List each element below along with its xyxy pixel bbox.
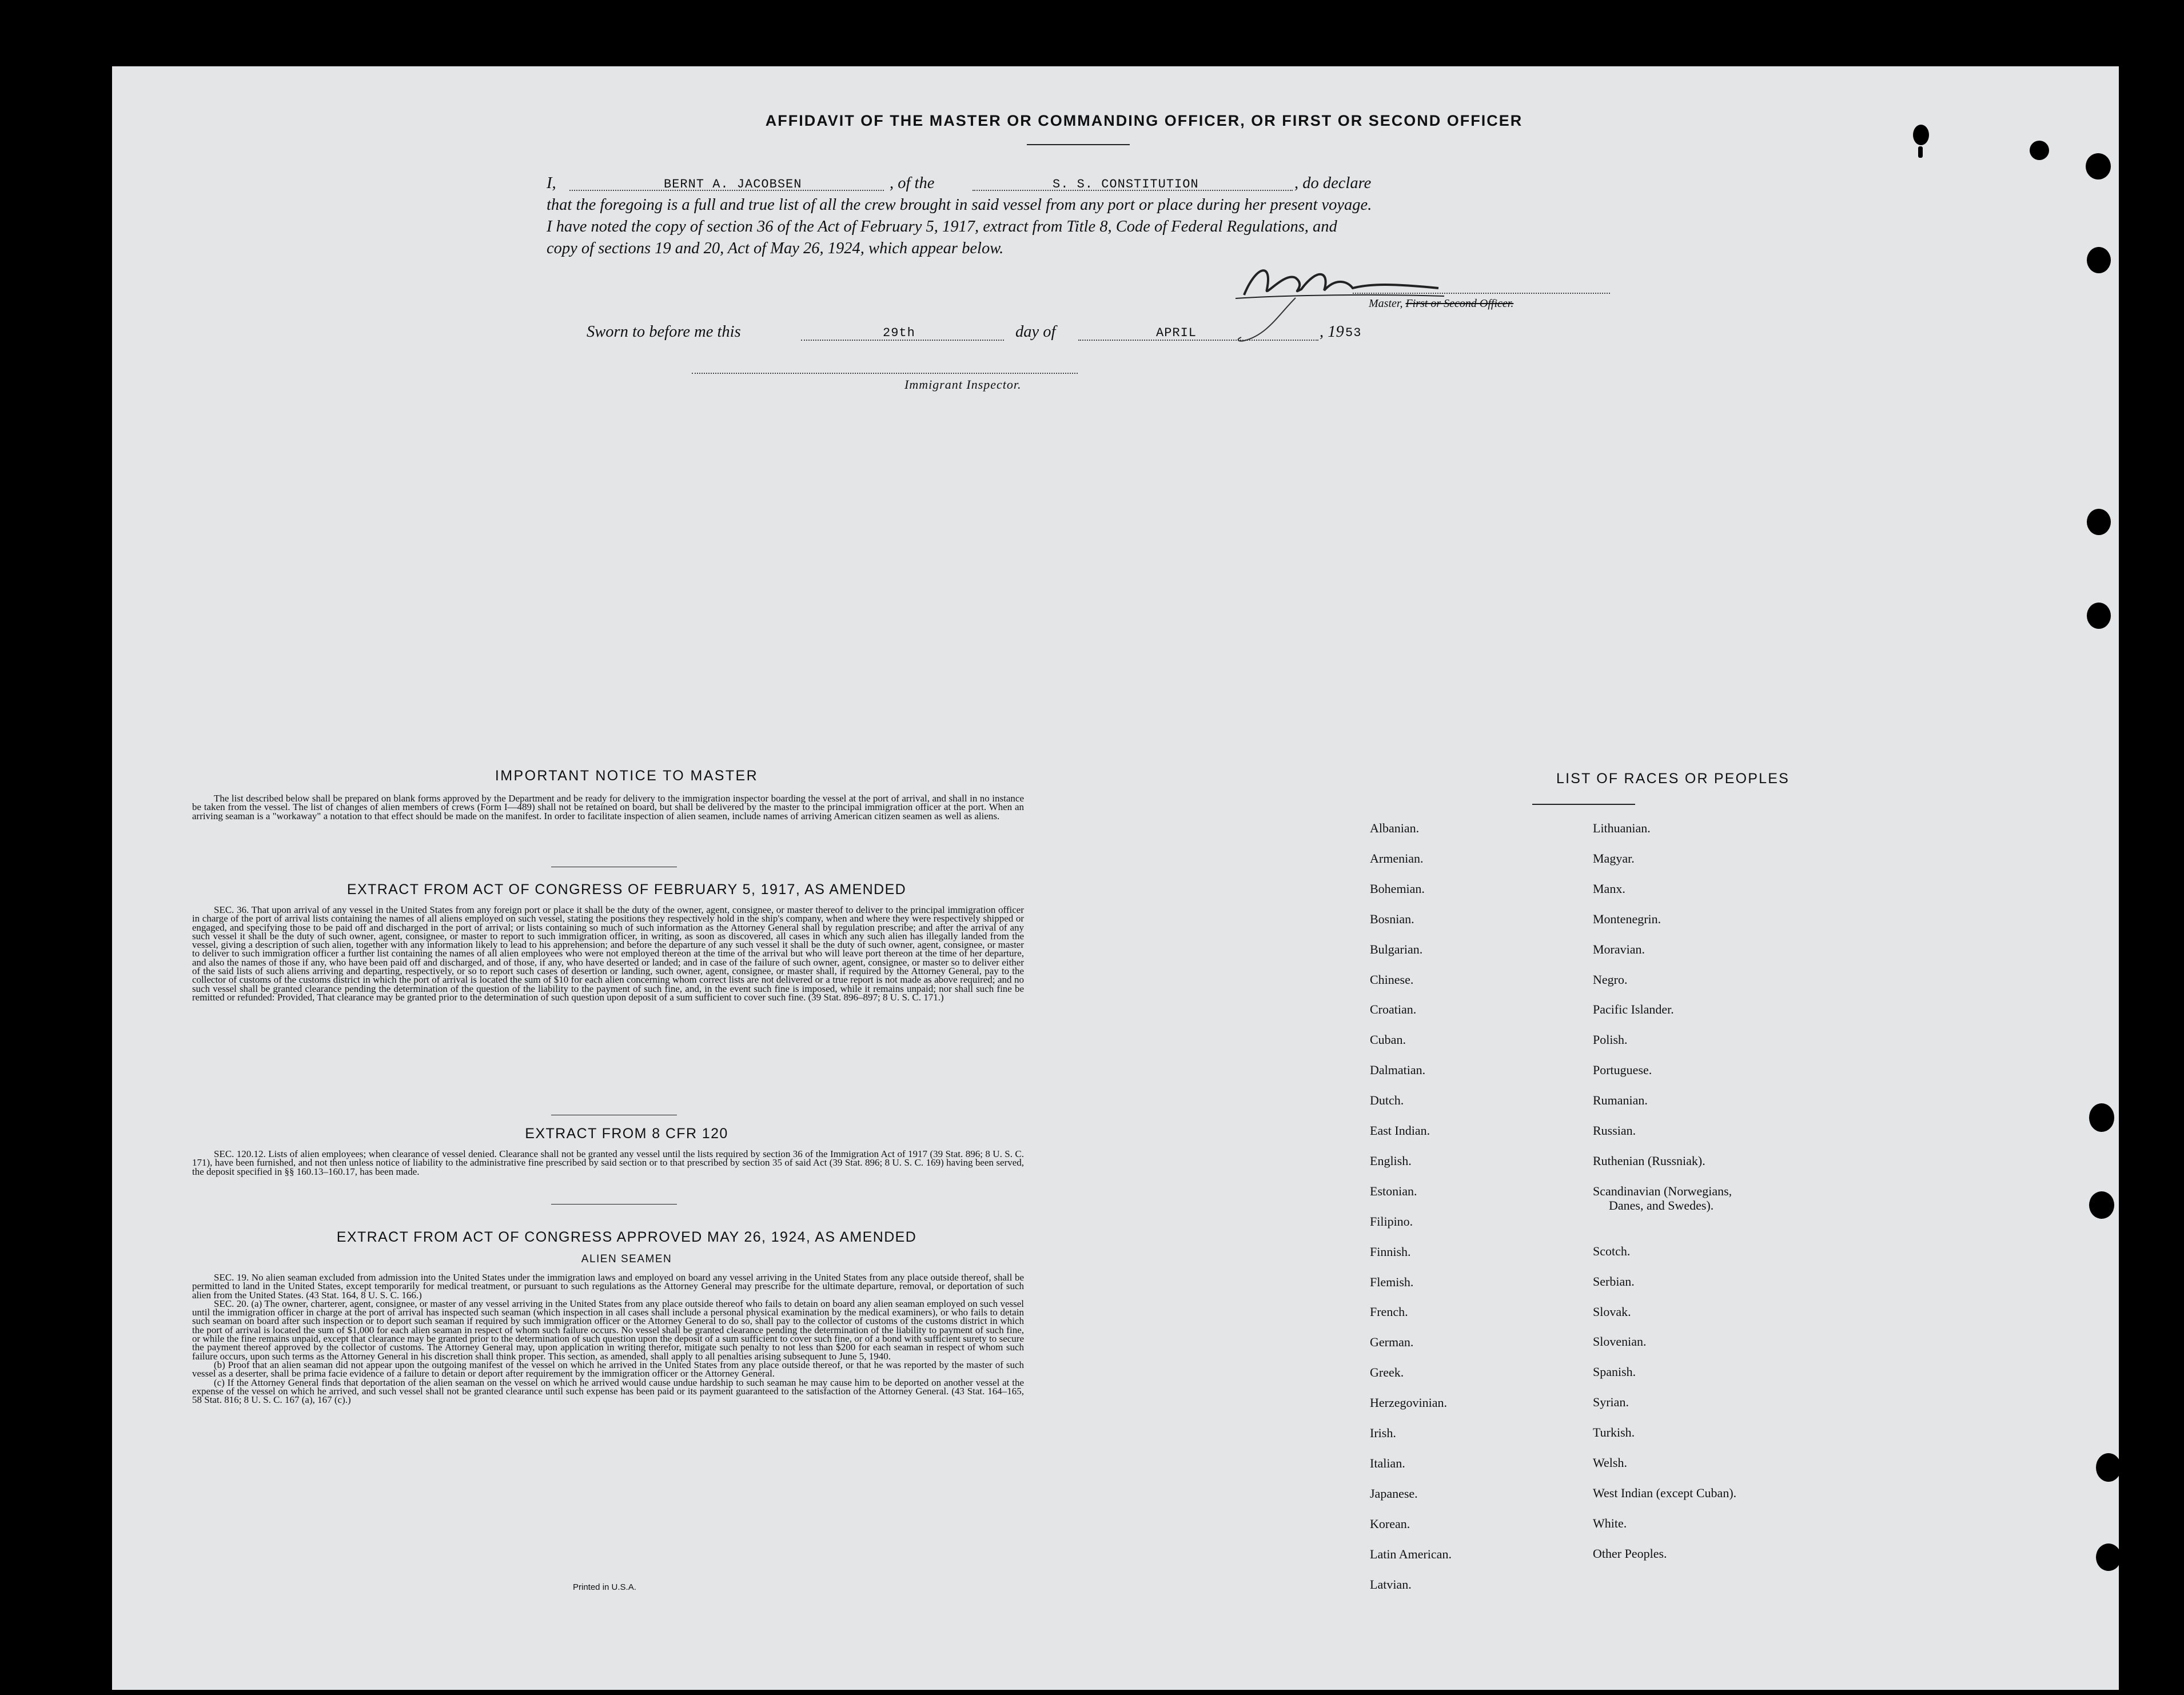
- race-item: English.: [1370, 1153, 1412, 1168]
- race-item: Greek.: [1370, 1365, 1404, 1380]
- race-item: Latin American.: [1370, 1546, 1452, 1561]
- race-item: Syrian.: [1593, 1395, 1629, 1410]
- race-item: French.: [1370, 1305, 1408, 1319]
- race-item: Negro.: [1593, 972, 1628, 987]
- punch-hole: [2089, 1103, 2114, 1132]
- punch-hole: [2096, 1453, 2121, 1482]
- race-item: East Indian.: [1370, 1123, 1430, 1138]
- declaration-line-3: I have noted the copy of section 36 of the Act of February 5, 1917, extract from Title 8, Code of Federal Regulations, and: [547, 218, 1337, 236]
- race-item: Turkish.: [1593, 1425, 1635, 1440]
- race-item: Albanian.: [1370, 821, 1420, 835]
- extract-cfr-body: [192, 1150, 1024, 1176]
- extract-cfr-paragraph: SEC. 120.12. Lists of alien employees; when clearance of vessel denied. Clearance shall not be granted any vessel until the lists required by section 36 of the Immigration Act of 1917 (39 Stat. 896; 8 U. S. C. 171), have been furnished, and not then unless notice of liability to the administrative fine prescribed by said section or to that prescribed by section 35 of said Act (39 Stat. 896; 8 U. S. C. 169) having been served, the deposit specified in §§ 160.13–160.17, has been made.: [192, 1148, 1024, 1177]
- inspector-label: Immigrant Inspector.: [904, 377, 1022, 392]
- punch-hole: [2089, 1191, 2114, 1219]
- title-rule: [1027, 144, 1130, 145]
- race-item: Bulgarian.: [1370, 942, 1423, 956]
- race-item: Flemish.: [1370, 1274, 1414, 1289]
- race-item: Cuban.: [1370, 1032, 1406, 1047]
- race-item: Moravian.: [1593, 942, 1645, 956]
- declaration-do-declare: , do declare: [1294, 174, 1372, 192]
- punch-hole: [1918, 146, 1923, 158]
- race-item: Danes, and Swedes).: [1609, 1198, 1714, 1213]
- declaration-line-1: [547, 173, 1747, 194]
- declaration-i: I,: [547, 174, 556, 192]
- race-item: Russian.: [1593, 1123, 1636, 1138]
- race-item: Portuguese.: [1593, 1063, 1652, 1078]
- race-item: Italian.: [1370, 1455, 1405, 1470]
- race-item: Scotch.: [1593, 1243, 1631, 1258]
- race-item: Polish.: [1593, 1032, 1628, 1047]
- race-item: Montenegrin.: [1593, 911, 1661, 926]
- declaration-line-2: that the foregoing is a full and true list of all the crew brought in said vessel from any port or place during her present voyage.: [547, 196, 1372, 214]
- punch-hole: [2087, 247, 2111, 273]
- extract-1917-body: [192, 906, 1024, 1002]
- race-item: Ruthenian (Russniak).: [1593, 1153, 1705, 1168]
- race-item: Armenian.: [1370, 851, 1424, 866]
- race-item: Estonian.: [1370, 1183, 1417, 1198]
- sworn-month: APRIL: [1156, 326, 1197, 340]
- race-item: Dutch.: [1370, 1093, 1404, 1108]
- extract-1917-paragraph: SEC. 36. That upon arrival of any vessel in the United States from any foreign port or place it shall be the duty of the owner, agent, consignee, or master thereof to deliver to the principal immigration officer in charge of the port of arrival lists containing the names of all aliens employed on such vessel, stating the positions they respectively hold in the ship's company, when and where they were respectively shipped or engaged, and specifying those to be paid off and discharged in the port of arrival; or lists containing so much of such information as the Attorney General shall by regulation prescribe; and after the arrival of any such vessel it shall be the duty of such owner, agent, consignee, or master to report to such immigration officer, in writing, as soon as discovered, all cases in which any such alien has illegally landed from the vessel, giving a description of such alien, together with any information likely to lead to his apprehension; and before the departure of any such vessel it shall be the duty of such owner, agent, consignee, or master to deliver to such immigration officer a further list containing the names of all alien employees who were not employed thereon at the time of the arrival but who will leave port thereon at the time of her departure, and also the names of those if any, who have been paid off and discharged, and of those, if any, who have deserted or landed; and in case of the failure of such owner, agent, consignee, or master so to deliver either of the said lists of such aliens arriving and departing, respectively, or so to report such cases of desertion or landing, such owner, agent, consignee, or master shall, if required by the Attorney General, pay to the collector of customs of the customs district in which the port of arrival is located the sum of $10 for each alien concerning whom correct lists are not delivered or a true report is not made as above required; and no such vessel shall be granted clearance pending the determination of the question of the liability to the payment of such fine, and, in the event such fine is imposed, while it remains unpaid; nor shall such fine be remitted or refunded: Provided, That clearance may be granted prior to the determination of such question upon deposit of a sum sufficient to cover such fine. (39 Stat. 896–897; 8 U. S. C. 171.): [192, 904, 1024, 1003]
- extract-1924-body: [192, 1273, 1024, 1404]
- punch-hole: [1913, 125, 1929, 145]
- sworn-day-of: day of: [1015, 323, 1056, 341]
- race-item: Filipino.: [1370, 1214, 1413, 1229]
- race-item: West Indian (except Cuban).: [1593, 1485, 1737, 1500]
- race-item: Croatian.: [1370, 1002, 1417, 1017]
- race-item: Herzegovinian.: [1370, 1395, 1447, 1410]
- race-item: Latvian.: [1370, 1577, 1412, 1592]
- sec-19-paragraph: SEC. 19. No alien seaman excluded from admission into the United States under the immigration laws and employed on board any vessel arriving in the United States from any place outside thereof, shall be permitted to land in the United States, except temporarily for medical treatment, or pursuant to such regulations as the Attorney General may prescribe for the ultimate departure, removal, or deportation of such alien from the United States. (43 Stat. 164, 8 U. S. C. 166.): [192, 1272, 1024, 1301]
- sworn-line: [587, 321, 1501, 343]
- race-item: Irish.: [1370, 1426, 1396, 1440]
- race-item: Welsh.: [1593, 1455, 1627, 1470]
- race-item: Rumanian.: [1593, 1093, 1648, 1108]
- race-item: Magyar.: [1593, 851, 1635, 866]
- race-item: Slovenian.: [1593, 1334, 1647, 1349]
- race-item: Chinese.: [1370, 972, 1414, 987]
- master-label: Master,: [1369, 297, 1403, 310]
- race-item: Scandinavian (Norwegians,: [1593, 1183, 1732, 1198]
- inspector-signature-line: [692, 373, 1078, 374]
- race-item: Slovak.: [1593, 1304, 1631, 1319]
- race-item: Korean.: [1370, 1516, 1410, 1531]
- sworn-year-prefix: , 19: [1320, 323, 1344, 341]
- struck-officer-label: First or Second Officer.: [1405, 297, 1514, 310]
- race-item: Manx.: [1593, 881, 1625, 896]
- extract-1924-title: EXTRACT FROM ACT OF CONGRESS APPROVED MAY 26, 1924, AS AMENDED: [336, 1229, 917, 1245]
- vessel-name: S. S. CONSTITUTION: [1053, 177, 1199, 192]
- affidavit-title: AFFIDAVIT OF THE MASTER OR COMMANDING OFFICER, OR FIRST OR SECOND OFFICER: [765, 112, 1523, 129]
- race-item: Finnish.: [1370, 1244, 1411, 1259]
- signature-flourish: [1233, 295, 1301, 346]
- race-item: Lithuanian.: [1593, 821, 1651, 835]
- punch-hole: [2087, 603, 2111, 629]
- sec-20a-paragraph: SEC. 20. (a) The owner, charterer, agent, consignee, or master of any vessel arriving in the United States from any place outside thereof who fails to detain on board any alien seaman employed on such vessel until the immigration officer in charge at the port of arrival has inspected such seaman (which inspection in all cases shall include a personal physical examination by the medical examiners), or who fails to detain such seaman on board after such inspection or to deport such seaman if required by such immigration officer or the Attorney General to do so, shall pay to the collector of customs of the customs district in which the port of arrival is located the sum of $1,000 for each alien seaman in respect of whom such failure occurs. No vessel shall be granted clearance pending the determination of the liability to payment of such fine, or while the fine remains unpaid, except that clearance may be granted prior to the determination of such question upon the deposit of a sum sufficient to cover such fine, or of a bond with sufficient surety to secure the payment thereof approved by the collector of customs. The Attorney General may, upon application in writing therefor, mitigate such penalty to not less than $200 for each seaman in respect of whom such failure occurs, upon such terms as the Attorney General in his discretion shall think proper. This section, as amended, shall apply to all penalties arising subsequent to June 5, 1940.: [192, 1298, 1024, 1362]
- punch-hole: [2086, 153, 2111, 180]
- document-page: [112, 66, 2119, 1690]
- race-item: Bohemian.: [1370, 881, 1425, 896]
- extract-1917-title: EXTRACT FROM ACT OF CONGRESS OF FEBRUARY 5, 1917, AS AMENDED: [346, 882, 907, 898]
- punch-hole: [2096, 1544, 2121, 1571]
- punch-hole: [2030, 141, 2049, 160]
- race-item: White.: [1593, 1515, 1627, 1530]
- sworn-day: 29th: [883, 326, 915, 340]
- notice-title: IMPORTANT NOTICE TO MASTER: [495, 768, 759, 784]
- races-title: LIST OF RACES OR PEOPLES: [1556, 771, 1790, 787]
- declaration-of-the: , of the: [890, 174, 935, 192]
- race-item: Serbian.: [1593, 1274, 1635, 1289]
- extract-1924-subtitle: ALIEN SEAMEN: [581, 1253, 672, 1265]
- signature-caption: [1369, 297, 1513, 310]
- punch-hole: [2087, 509, 2111, 535]
- declaration-line-4: copy of sections 19 and 20, Act of May 26, 1924, which appear below.: [547, 240, 1004, 257]
- sworn-year: 53: [1345, 326, 1362, 340]
- notice-paragraph: The list described below shall be prepared on blank forms approved by the Department and be ready for delivery to the immigration inspector boarding the vessel at the port of arrival, and shall in no instance be taken from the vessel. The list of changes of alien members of crews (Form I—489) shall not be retained on board, but shall be delivered by the master to the principal immigration officer at the port. When an arriving seaman is a "workaway" a notation to that effect should be made on the manifest. In order to facilitate inspection of alien seamen, include names of arriving American citizen seamen as well as aliens.: [192, 793, 1024, 821]
- sec-20b-paragraph: (b) Proof that an alien seaman did not appear upon the outgoing manifest of the vessel on which he arrived in the United States from any place outside thereof, or that he was reported by the master of such vessel as a deserter, shall be prima facie evidence of a failure to detain or deport after requirement by the immigration officer or the Attorney General.: [192, 1359, 1024, 1379]
- race-item: Other Peoples.: [1593, 1546, 1667, 1561]
- race-item: Pacific Islander.: [1593, 1002, 1674, 1017]
- sec-20c-paragraph: (c) If the Attorney General finds that deportation of the alien seaman on the vessel on which he arrived would cause undue hardship to such seaman he may cause him to be deported on another vessel at the expense of the vessel on which he arrived, and such vessel shall not be granted clearance until such expense has been paid or its payment guaranteed to the satisfaction of the Attorney General. (43 Stat. 164–165, 58 Stat. 816; 8 U. S. C. 167 (a), 167 (c).): [192, 1377, 1024, 1406]
- race-item: Japanese.: [1370, 1486, 1418, 1501]
- extract-cfr-title: EXTRACT FROM 8 CFR 120: [525, 1126, 728, 1142]
- race-item: Bosnian.: [1370, 911, 1414, 926]
- race-item: Dalmatian.: [1370, 1063, 1426, 1078]
- race-item: Spanish.: [1593, 1365, 1636, 1379]
- printed-in-usa: Printed in U.S.A.: [573, 1582, 636, 1592]
- master-name: BERNT A. JACOBSEN: [664, 177, 802, 192]
- race-item: German.: [1370, 1335, 1414, 1350]
- notice-body: [192, 794, 1024, 820]
- sworn-prefix: Sworn to before me this: [587, 323, 741, 341]
